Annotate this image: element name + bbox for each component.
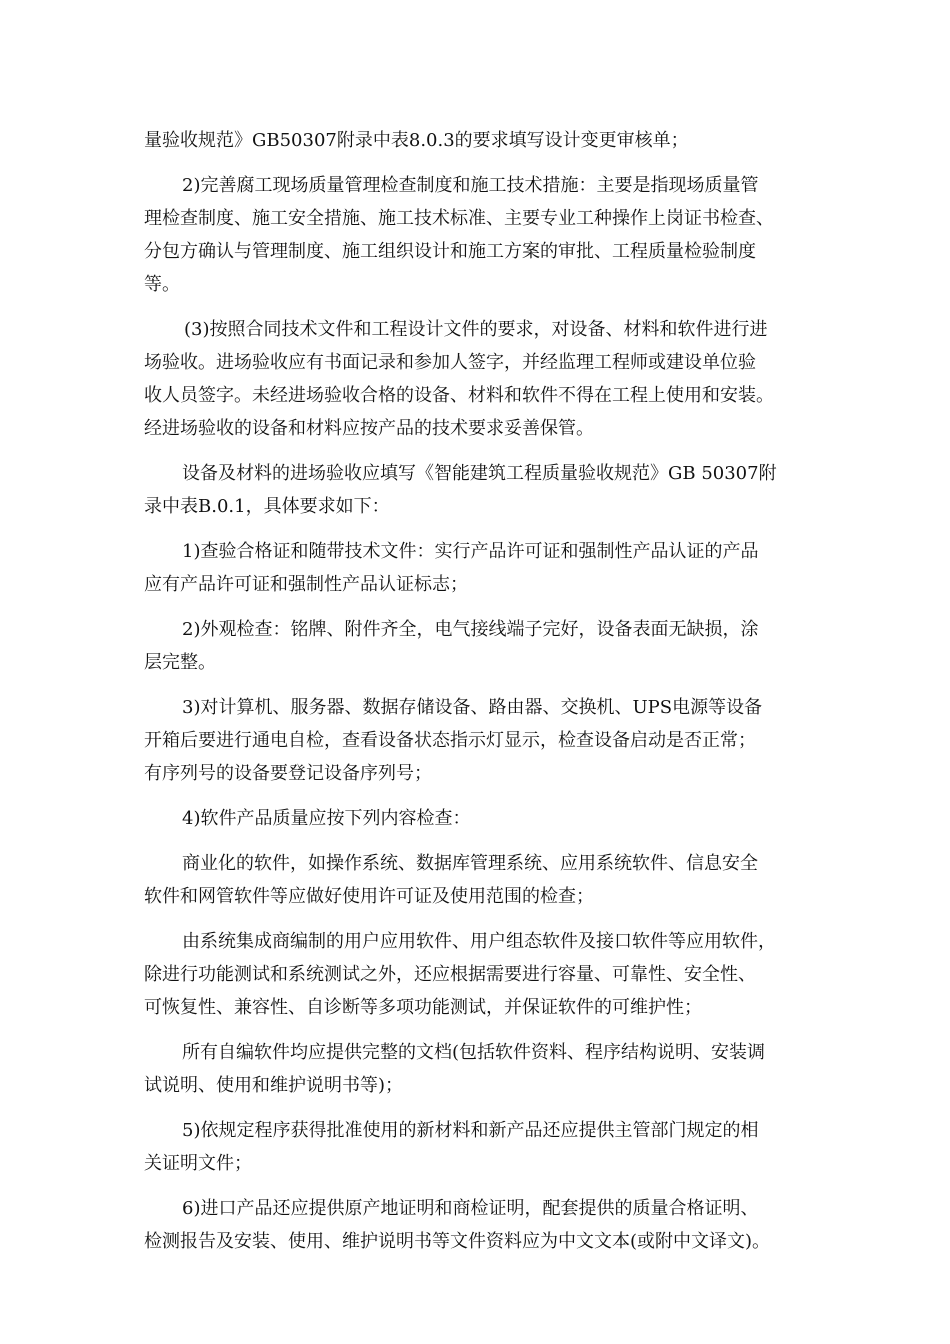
text-line: 应有产品许可证和强制性产品认证标志； xyxy=(144,574,468,595)
text-line: 层完整。 xyxy=(144,652,216,673)
text-line: 6)进口产品还应提供原产地证明和商检证明，配套提供的质量合格证明、 xyxy=(182,1198,759,1219)
paragraph xyxy=(144,313,824,445)
text-line: 开箱后要进行通电自检，查看设备状态指示灯显示，检查设备启动是否正常； xyxy=(144,730,756,751)
paragraph xyxy=(144,169,824,301)
text-line: 除进行功能测试和系统测试之外，还应根据需要进行容量、可靠性、安全性、 xyxy=(144,964,756,985)
text-line: 收人员签字。未经进场验收合格的设备、材料和软件不得在工程上使用和安装。 xyxy=(144,385,774,406)
text-line: 5)依规定程序获得批准使用的新材料和新产品还应提供主管部门规定的相 xyxy=(182,1120,759,1141)
text-line: 录中表B.0.1，具体要求如下： xyxy=(144,496,390,517)
paragraph xyxy=(144,457,824,523)
text-line: 3)对计算机、服务器、数据存储设备、路由器、交换机、UPS电源等设备 xyxy=(182,697,763,718)
paragraph xyxy=(144,1192,824,1258)
document-body xyxy=(144,124,824,1258)
text-line: 由系统集成商编制的用户应用软件、用户组态软件及接口软件等应用软件， xyxy=(182,931,776,952)
text-line: 试说明、使用和维护说明书等)； xyxy=(144,1075,404,1096)
text-line: 4)软件产品质量应按下列内容检查： xyxy=(182,808,471,829)
paragraph xyxy=(144,1036,824,1102)
text-line: 关证明文件； xyxy=(144,1153,252,1174)
text-line: 设备及材料的进场验收应填写《智能建筑工程质量验收规范》GB 50307附 xyxy=(182,463,777,484)
text-line: 2)外观检查：铭牌、附件齐全，电气接线端子完好，设备表面无缺损，涂 xyxy=(182,619,759,640)
text-line: 等。 xyxy=(144,274,180,295)
text-line: 可恢复性、兼容性、自诊断等多项功能测试，并保证软件的可维护性； xyxy=(144,997,702,1018)
paragraph xyxy=(144,691,824,790)
text-line: 理检查制度、施工安全措施、施工技术标准、主要专业工种操作上岗证书检查、 xyxy=(144,208,774,229)
text-line: 商业化的软件，如操作系统、数据库管理系统、应用系统软件、信息安全 xyxy=(182,853,758,874)
text-line: 检测报告及安装、使用、维护说明书等文件资料应为中文文本(或附中文译文)。 xyxy=(144,1231,771,1252)
paragraph xyxy=(144,613,824,679)
text-line: 量验收规范》GB50307附录中表8.0.3的要求填写设计变更审核单； xyxy=(144,130,689,151)
paragraph xyxy=(144,925,824,1024)
paragraph xyxy=(144,1114,824,1180)
paragraph xyxy=(144,535,824,601)
text-line: 经进场验收的设备和材料应按产品的技术要求妥善保管。 xyxy=(144,418,594,439)
text-line: (3)按照合同技术文件和工程设计文件的要求，对设备、材料和软件进行进 xyxy=(184,319,768,340)
text-line: 所有自编软件均应提供完整的文档(包括软件资料、程序结构说明、安装调 xyxy=(182,1042,766,1063)
paragraph xyxy=(144,802,824,835)
text-line: 2)完善腐工现场质量管理检查制度和施工技术措施：主要是指现场质量管 xyxy=(182,175,759,196)
paragraph xyxy=(144,124,824,157)
text-line: 软件和网管软件等应做好使用许可证及使用范围的检查； xyxy=(144,886,594,907)
text-line: 场验收。进场验收应有书面记录和参加人签字，并经监理工程师或建设单位验 xyxy=(144,352,756,373)
text-line: 有序列号的设备要登记设备序列号； xyxy=(144,763,432,784)
text-line: 1)查验合格证和随带技术文件：实行产品许可证和强制性产品认证的产品 xyxy=(182,541,759,562)
text-line: 分包方确认与管理制度、施工组织设计和施工方案的审批、工程质量检验制度 xyxy=(144,241,756,262)
paragraph xyxy=(144,847,824,913)
